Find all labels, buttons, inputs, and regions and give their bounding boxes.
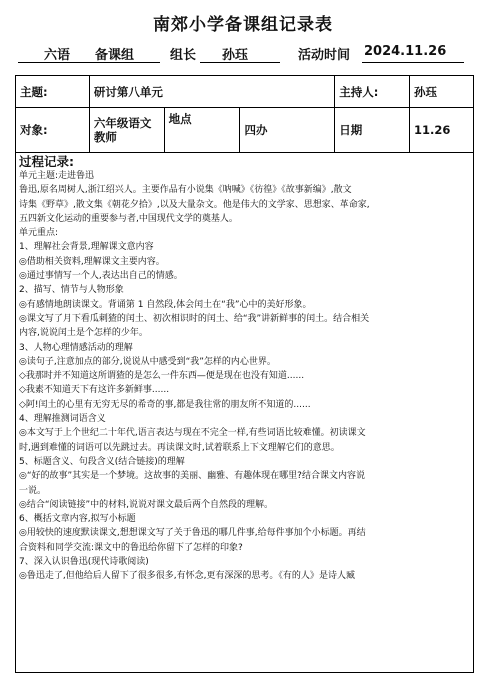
target-value: 六年级语文教师 xyxy=(89,108,164,153)
record-line: ◎“好的故事”其实是一个梦境。这故事的美丽、幽雅、有趣体现在哪里?结合课文内容说 xyxy=(19,471,365,482)
date-label: 日期 xyxy=(335,108,410,153)
record-line: ◎用较快的速度默读课文,想想课文写了关于鲁迅的哪几件事,给每件事加个小标题。再结 xyxy=(19,528,366,539)
record-line: 2、描写、情节与人物形象 xyxy=(19,285,124,296)
record-line: 3、人物心理情感活动的理解 xyxy=(19,342,133,353)
record-line: 单元重点: xyxy=(19,228,59,239)
record-line: 1、理解社会背景,理解课文意内容 xyxy=(19,242,154,253)
date-value: 2024.11.26 xyxy=(364,44,447,59)
record-line: 时,遇到难懂的词语可以先跳过去。再读课文时,试着联系上下文理解它们的意思。 xyxy=(19,442,340,453)
topic-label: 主题: xyxy=(16,76,90,108)
record-line: ◎有感情地朗读课文。背诵第 1 自然段,体会闰土在“我”心中的美好形象。 xyxy=(19,299,312,310)
record-line: 内容,说说闰土是个怎样的少年。 xyxy=(19,328,148,339)
underline-date xyxy=(362,62,464,63)
time-label: 活动时间 xyxy=(298,48,351,63)
leader-value: 孙珏 xyxy=(222,48,249,63)
host-label: 主持人: xyxy=(335,76,410,108)
record-line: 7、深入认识鲁迅(现代诗歌阅读) xyxy=(19,557,149,568)
record-line: 一说。 xyxy=(19,485,47,496)
record-line: ◎读句子,注意加点的部分,说说从中感受到“我”怎样的内心世界。 xyxy=(19,356,276,367)
record-line: ◎结合“阅读链接”中的材料,说说对课文最后两个自然段的理解。 xyxy=(19,499,274,510)
underline-leader xyxy=(200,62,280,63)
meta-date-value: 11.26 xyxy=(410,108,474,153)
record-line: ◇阿!闰土的心里有无穷无尽的希奇的事,都是我往常的朋友所不知道的...... xyxy=(19,399,311,410)
topic-value: 研讨第八单元 xyxy=(89,76,334,108)
subject-value: 六语 xyxy=(44,48,71,63)
group-label: 备课组 xyxy=(95,48,135,63)
page-title: 南郊小学备课组记录表 xyxy=(153,15,333,35)
record-line: 单元主题:走进鲁迅 xyxy=(19,171,95,181)
meta-table xyxy=(15,75,474,153)
record-line: ◎借助相关资料,理解课文主要内容。 xyxy=(19,256,165,267)
record-line: ◇我那时并不知道这所谓猹的是怎么一件东西—便是现在也没有知道...... xyxy=(19,371,305,382)
host-value: 孙珏 xyxy=(410,76,474,108)
record-line: 诗集《野草》,散文集《朝花夕拾》,以及大量杂文。他是伟大的文学家、思想家、革命家, xyxy=(19,199,370,210)
record-line: 五四新文化运动的重要参与者,中国现代文学的奠基人。 xyxy=(19,213,238,224)
place-value: 四办 xyxy=(240,108,335,153)
record-line: ◎通过事情写一个人,表达出自己的情感。 xyxy=(19,271,183,282)
record-line: ◇我素不知道天下有这许多新鲜事...... xyxy=(19,385,170,396)
process-record xyxy=(15,152,474,673)
record-line: ◎鲁迅走了,但他给后人留下了很多很多,有怀念,更有深深的思考。《有的人》是诗人臧 xyxy=(19,571,355,582)
leader-label: 组长 xyxy=(170,48,197,63)
underline-subject xyxy=(18,62,160,63)
record-line: ◎本文写于上个世纪二十年代,语言表达与现在不完全一样,有些词语比较难懂。初读课文 xyxy=(19,428,366,439)
record-heading: 过程记录: xyxy=(19,154,74,169)
record-line: 6、概括文章内容,拟写小标题 xyxy=(19,514,136,525)
place-label: 地点 xyxy=(164,108,240,153)
target-label: 对象: xyxy=(16,108,90,153)
record-line: 鲁迅,原名周树人,浙江绍兴人。主要作品有小说集《呐喊》《彷徨》《故事新编》,散文 xyxy=(19,185,352,196)
record-line: ◎课文写了月下看瓜刺猹的闰土、初次相识时的闰土、给“我”讲新鲜事的闰土。结合相关 xyxy=(19,313,370,324)
record-line: 5、标题含义、句段含义(结合链接)的理解 xyxy=(19,456,185,467)
record-line: 合资料和同学交流:课文中的鲁迅给你留下了怎样的印象? xyxy=(19,542,243,553)
record-line: 4、理解推测词语含义 xyxy=(19,414,106,425)
